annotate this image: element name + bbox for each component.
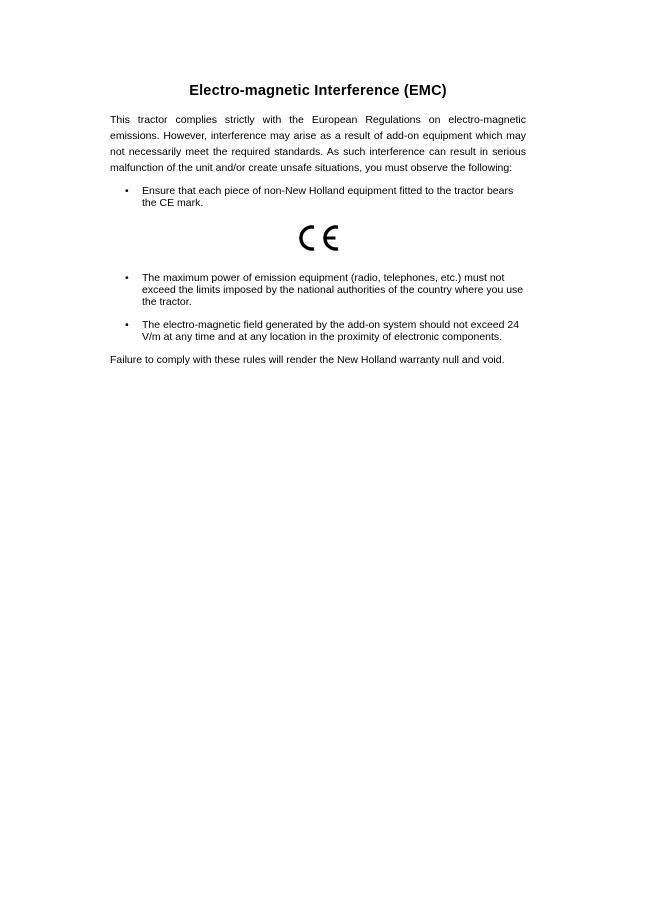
bullet-icon: • xyxy=(125,319,129,331)
ce-mark xyxy=(110,222,526,254)
list-item xyxy=(110,272,526,308)
intro-paragraph: This tractor complies strictly with the European Regulations on electro-magnetic emissions. However, interference may arise as a result of add-on equipment which may not necessarily meet the required standards. As such interference can result in serious malfunction of the unit and/or create unsafe situations, you must observe the following: xyxy=(110,114,526,174)
page-title: Electro-magnetic Interference (EMC) xyxy=(189,83,447,99)
ce-mark-icon xyxy=(297,222,341,254)
requirements-list xyxy=(110,185,526,209)
bullet-icon: • xyxy=(125,272,129,284)
list-item-text: Ensure that each piece of non-New Holland equipment fitted to the tractor bears the CE mark. xyxy=(142,185,514,209)
document-body xyxy=(110,112,526,366)
requirements-list-continued xyxy=(110,272,526,343)
list-item-text: The maximum power of emission equipment (radio, telephones, etc.) must not exceed the limits imposed by the national authorities of the country where you use the tractor. xyxy=(142,272,524,308)
list-item-text: The electro-magnetic field generated by the add-on system should not exceed 24 V/m at any time and at any location in the proximity of electronic components. xyxy=(142,319,520,343)
list-item xyxy=(110,185,526,209)
list-item xyxy=(110,319,526,343)
bullet-icon: • xyxy=(125,185,129,197)
warranty-notice: Failure to comply with these rules will render the New Holland warranty null and void. xyxy=(110,354,505,366)
